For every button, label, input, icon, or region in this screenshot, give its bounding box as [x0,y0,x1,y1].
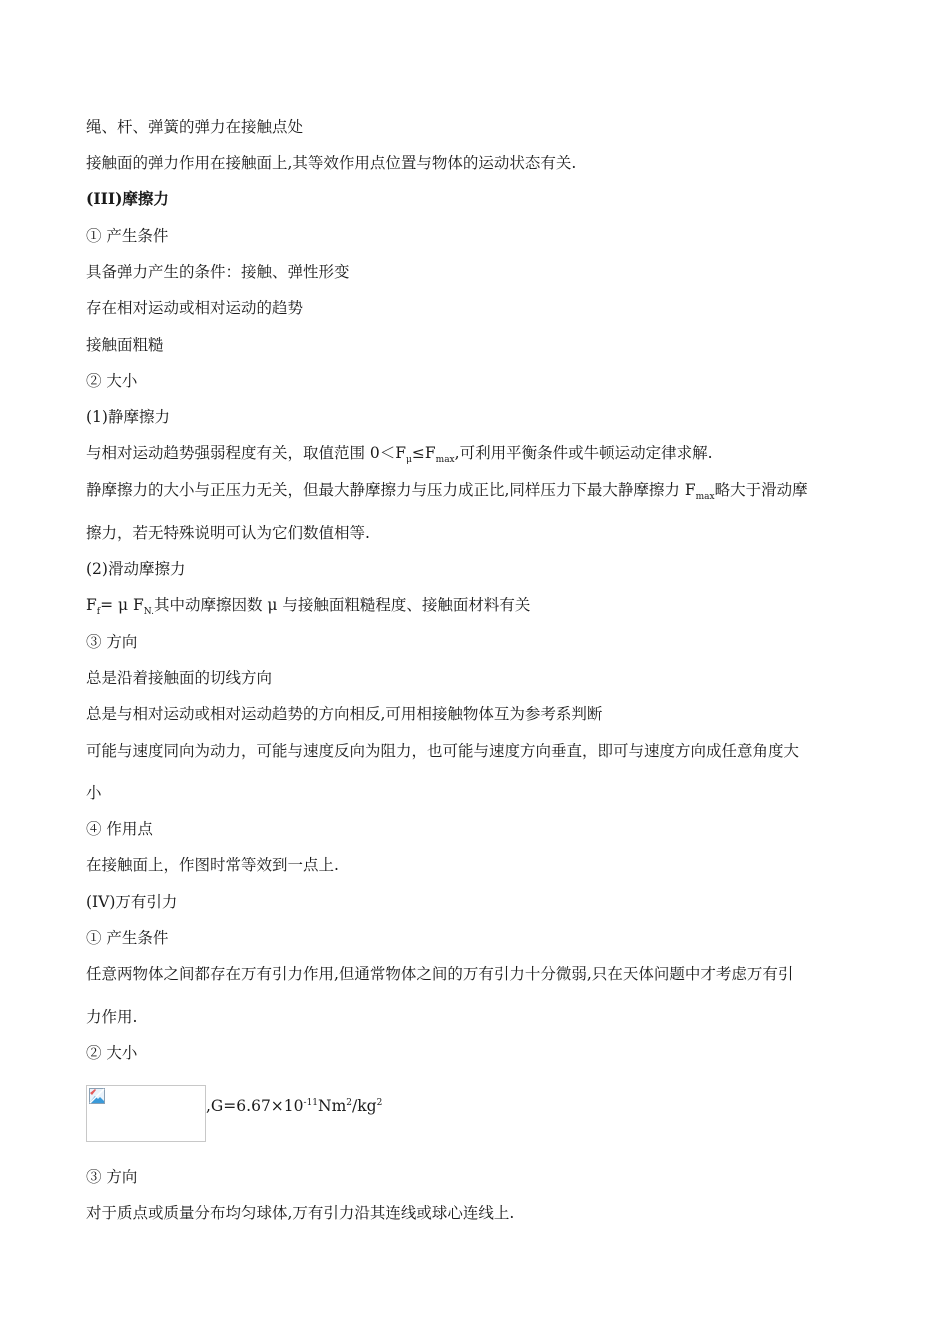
text-line: 与相对运动趋势强弱程度有关，取值范围 $0<F_\mu\le F_{max}$,可利用平衡条件或牛顿运动定律求解. [86,444,713,466]
text-line: 具备弹力产生的条件：接触、弹性形变 [86,263,350,281]
text-line: 力作用. [86,1008,138,1026]
subheading: ③ 方向 [86,633,138,651]
text-line: 小 [86,784,102,802]
formula-line: $F_f= \mu$ $F_{N.}$其中动摩擦因数 μ 与接触面粗糙程度、接触面材料有关 [86,596,531,618]
text-line: 接触面的弹力作用在接触面上,其等效作用点位置与物体的运动状态有关. [86,154,577,172]
subheading: ② 大小 [86,1044,138,1062]
text-line: 对于质点或质量分布均匀球体,万有引力沿其连线或球心连线上. [86,1204,515,1222]
section-heading-gravitation: (IV)万有引力 [86,893,178,911]
text-line: 擦力，若无特殊说明可认为它们数值相等. [86,524,370,542]
text-line: 可能与速度同向为动力，可能与速度反向为阻力，也可能与速度方向垂直，即可与速度方向成任意角度大 [86,742,800,760]
text-line: 静摩擦力的大小与正压力无关，但最大静摩擦力与压力成正比,同样压力下最大静摩擦力 $F_{max}$略大于滑动摩 [86,481,808,503]
subheading: ① 产生条件 [86,227,169,245]
gravitation-constant: $,G=6.67\times 10^{-11}Nm^2/kg^2$ [206,1097,383,1115]
text-line: 总是沿着接触面的切线方向 [86,669,273,687]
text-line: 总是与相对运动或相对运动趋势的方向相反,可用相接触物体互为参考系判断 [86,705,603,723]
text-line: 绳、杆、弹簧的弹力在接触点处 [86,118,304,136]
subheading: ④ 作用点 [86,820,153,838]
text-line: 任意两物体之间都存在万有引力作用,但通常物体之间的万有引力十分微弱,只在天体问题中才考虑万有引 [86,965,794,983]
subheading: ② 大小 [86,372,138,390]
text-line: 存在相对运动或相对运动的趋势 [86,299,304,317]
subheading: ① 产生条件 [86,929,169,947]
formula-image-placeholder [86,1085,206,1142]
subheading: (2)滑动摩擦力 [86,560,186,578]
text-line: 在接触面上，作图时常等效到一点上. [86,856,339,874]
subheading: ③ 方向 [86,1168,138,1186]
text-line: 接触面粗糙 [86,336,164,354]
broken-image-icon [89,1088,105,1104]
section-heading-friction: (III)摩擦力 [86,189,169,208]
subheading: (1)静摩擦力 [86,408,170,426]
